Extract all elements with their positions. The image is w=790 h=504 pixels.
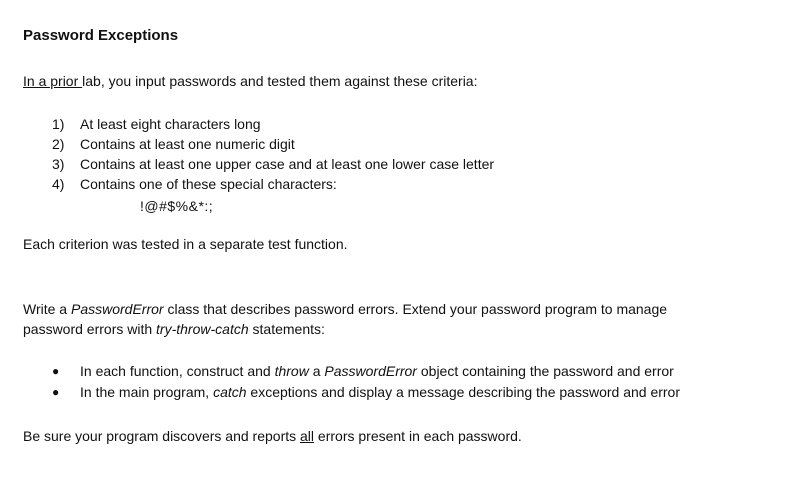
bullet-text-part: exceptions and display a message describing the password and error bbox=[246, 384, 680, 400]
each-criterion-paragraph: Each criterion was tested in a separate test function. bbox=[23, 236, 348, 252]
bullet-item bbox=[52, 361, 680, 382]
criteria-number: 1) bbox=[52, 116, 65, 132]
intro-underlined-text: In a prior bbox=[23, 73, 83, 89]
bullet-text bbox=[80, 382, 680, 403]
bullet-text-part: In the main program, bbox=[80, 384, 214, 400]
write-text: class that describes password errors. Extend your password program to manage bbox=[163, 301, 668, 317]
criteria-number: 4) bbox=[52, 176, 65, 192]
bullet-item bbox=[52, 382, 680, 403]
criteria-item bbox=[52, 174, 494, 194]
document-title: Password Exceptions bbox=[23, 27, 179, 44]
special-characters: !@#$%&*:; bbox=[140, 198, 214, 214]
criteria-number: 3) bbox=[52, 156, 65, 172]
bullet-text-part: a bbox=[308, 363, 325, 379]
all-underlined-text: all bbox=[300, 428, 315, 444]
bullet-text bbox=[80, 361, 674, 382]
criteria-text: At least eight characters long bbox=[80, 116, 261, 132]
criteria-text: Contains one of these special characters: bbox=[80, 176, 337, 192]
criteria-text: Contains at least one numeric digit bbox=[80, 136, 295, 152]
criteria-item bbox=[52, 154, 494, 174]
try-throw-catch-text: try-throw-catch bbox=[156, 321, 249, 337]
class-name-text: PasswordError bbox=[70, 301, 164, 317]
write-text: password errors with bbox=[23, 321, 157, 337]
criteria-item bbox=[52, 134, 494, 154]
intro-text: lab, you input passwords and tested them against these criteria: bbox=[82, 73, 478, 89]
bullet-icon: ● bbox=[52, 364, 60, 378]
closing-text: Be sure your program discovers and reports bbox=[23, 428, 301, 444]
bullet-text-part: object containing the password and error bbox=[416, 363, 674, 379]
throw-text: throw bbox=[274, 363, 309, 379]
criteria-text: Contains at least one upper case and at least one lower case letter bbox=[80, 156, 495, 172]
criteria-item bbox=[52, 114, 494, 134]
bullet-icon: ● bbox=[52, 385, 60, 399]
write-text: Write a bbox=[23, 301, 71, 317]
criteria-number: 2) bbox=[52, 136, 65, 152]
class-name-text: PasswordError bbox=[324, 363, 417, 379]
bullet-text-part: In each function, construct and bbox=[80, 363, 275, 379]
closing-text: errors present in each password. bbox=[314, 428, 522, 444]
intro-paragraph bbox=[23, 71, 477, 91]
instruction-bullet-list bbox=[52, 361, 680, 403]
write-text: statements: bbox=[248, 321, 325, 337]
criteria-list bbox=[52, 114, 494, 194]
closing-paragraph bbox=[23, 426, 522, 446]
write-paragraph-line-2 bbox=[23, 319, 325, 339]
catch-text: catch bbox=[213, 384, 247, 400]
write-paragraph-line-1 bbox=[23, 299, 667, 319]
